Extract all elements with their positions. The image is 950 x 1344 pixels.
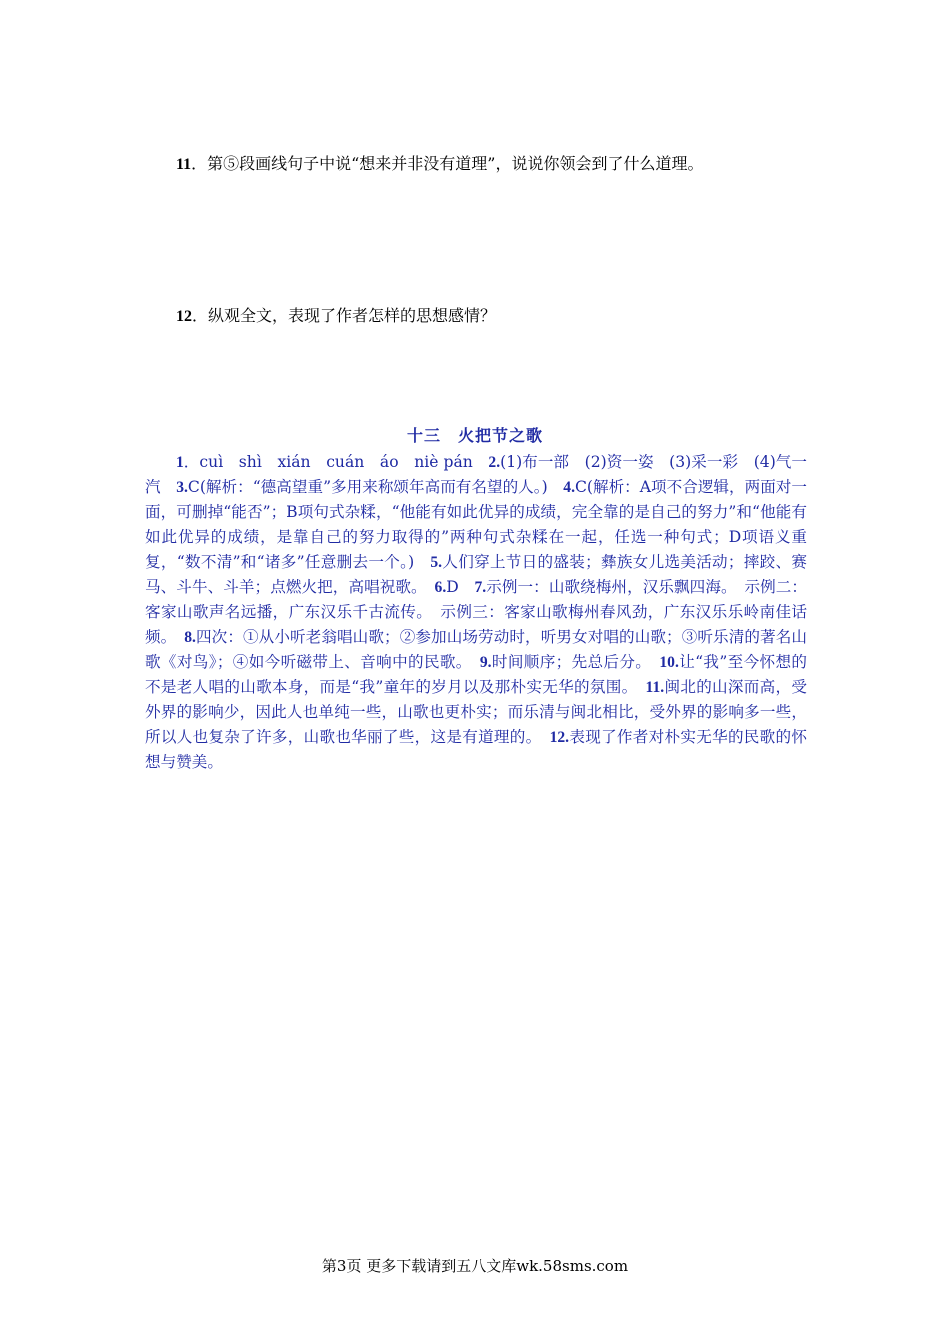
answer-number: 10.: [659, 654, 679, 671]
answer-number: 11.: [645, 679, 665, 696]
question-11: [176, 154, 704, 175]
answer-number: 5.: [430, 554, 443, 571]
answer-number: 2.: [488, 454, 501, 471]
answer-text: 示例一：山歌绕梅州，汉乐飘四海。 示例二：客家山歌声名远播，广东汉乐千古流传。 示例三：客家山歌梅州春风劲，广东汉乐乐岭南佳话频。: [145, 578, 808, 646]
answer-number: 3.: [176, 479, 188, 496]
question-text: ．第⑤段画线句子中说“想来并非没有道理”，说说你领会到了什么道理。: [191, 154, 704, 173]
question-text: ．纵观全文，表现了作者怎样的思想感情？: [192, 306, 497, 325]
answer-text: 人们穿上节日的盛装；彝族女儿选美活动；摔跤、赛马、斗牛、斗羊；点燃火把，高唱祝歌。: [145, 553, 807, 596]
answer-number: 1: [176, 454, 184, 471]
answer-text: (1)布一部 (2)资一姿 (3)采一彩 (4)气一汽: [145, 453, 807, 496]
answer-text: ．cuì shì xián cuán áo niè pán: [183, 453, 489, 471]
answer-text: 时间顺序；先总后分。: [491, 653, 660, 671]
answer-text: 让“我”至今怀想的不是老人唱的山歌本身，而是“我”童年的岁月以及那朴实无华的氛围。: [145, 653, 807, 696]
answer-text: D: [446, 578, 475, 596]
answer-text: 四次：①从小听老翁唱山歌；②参加山场劳动时，听男女对唱的山歌；③听乐清的著名山歌《对鸟》；④如今听磁带上、音响中的民歌。: [145, 628, 807, 671]
answer-text: C(解析：“德高望重”多用来称颂年高而有名望的人。): [187, 478, 564, 496]
page-footer: 第3页 更多下载请到五八文库wk.58sms.com: [321, 1257, 629, 1275]
answer-number: 6.: [434, 579, 447, 596]
answer-number: 8.: [184, 629, 196, 646]
answer-text: 表现了作者对朴实无华的民歌的怀想与赞美。: [145, 728, 807, 771]
answer-number: 9.: [479, 654, 492, 671]
answer-number: 7.: [474, 579, 487, 596]
answer-key: [145, 450, 807, 775]
question-number: 11: [176, 156, 192, 173]
answer-text: 闽北的山深而高，受外界的影响少，因此人也单纯一些，山歌也更朴实；而乐清与闽北相比，受外界的影响多一些，所以人也复杂了许多，山歌也华丽了些，这是有道理的。: [145, 678, 807, 746]
answer-section-title: 十三 火把节之歌: [406, 426, 543, 445]
answer-number: 12.: [549, 729, 570, 746]
question-number: 12: [176, 308, 192, 325]
answer-text: C(解析：A项不合逻辑，两面对一面，可删掉“能否”；B项句式杂糅，“他能有如此优异的成绩，完全靠的是自己的努力”和“他能有如此优异的成绩，是靠自己的努力取得的”两种句式杂糅在一起，任选一种句式；D项语义重复，“数不清”和“诸多”任意删去一个。): [145, 478, 807, 571]
answer-number: 4.: [563, 479, 575, 496]
question-12: [176, 306, 496, 327]
